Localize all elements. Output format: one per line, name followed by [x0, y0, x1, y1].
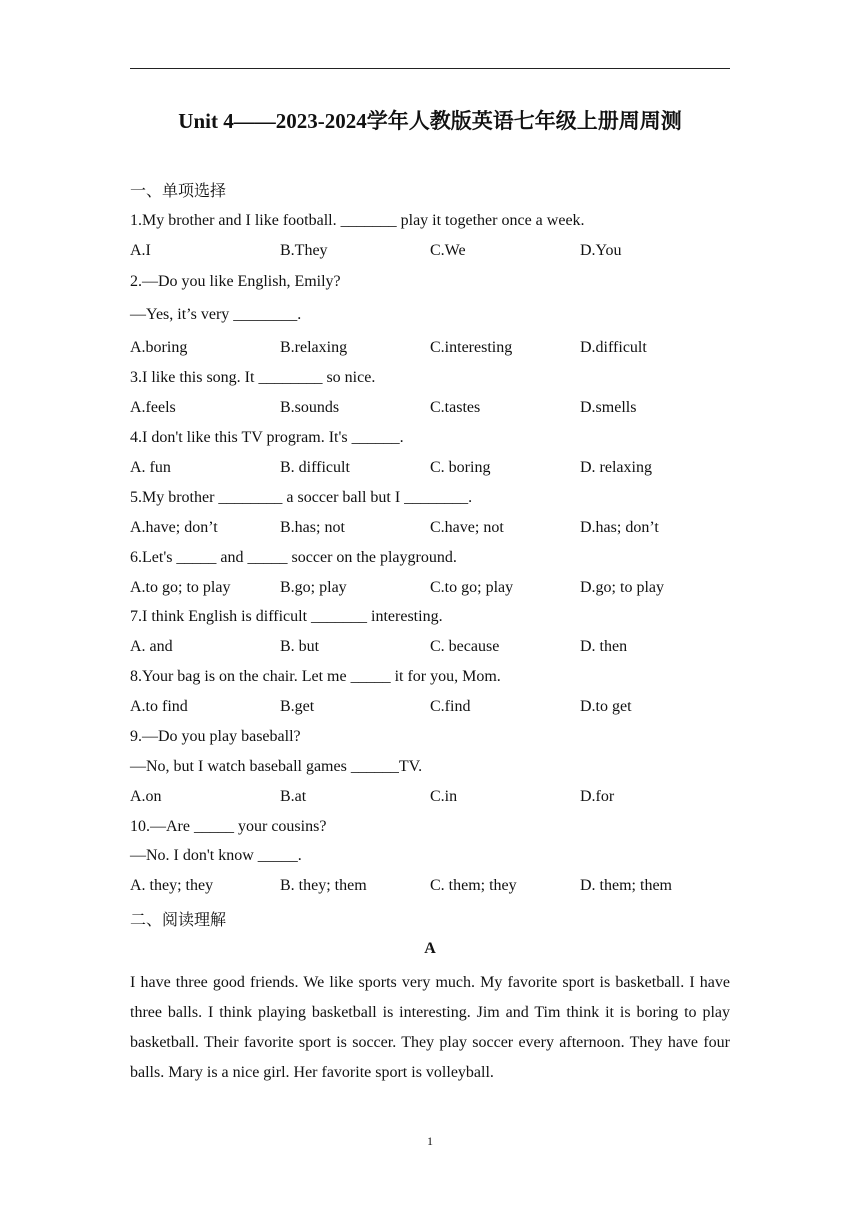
options-2 [130, 339, 730, 361]
option: B.They [280, 242, 328, 259]
option: C.interesting [430, 339, 513, 356]
option: A.to go; to play [130, 579, 231, 596]
question-3: 3.I like this song. It ________ so nice. [130, 369, 376, 386]
option: B.at [280, 788, 307, 805]
options-10 [130, 877, 730, 899]
option: A.feels [130, 399, 176, 416]
option: D.You [580, 242, 622, 259]
option: B.get [280, 698, 315, 715]
option: C. boring [430, 459, 491, 476]
header-rule [130, 68, 730, 69]
option: D.go; to play [580, 579, 664, 596]
section-heading-reading: 二、阅读理解 [130, 912, 227, 929]
option: A. fun [130, 459, 171, 476]
section-heading-choice: 一、单项选择 [130, 183, 227, 200]
question-2-reply: —Yes, it’s very ________. [130, 306, 302, 323]
option: D. relaxing [580, 459, 652, 476]
option: D.difficult [580, 339, 647, 356]
option: C.find [430, 698, 471, 715]
option: B. but [280, 638, 320, 655]
question-7: 7.I think English is difficult _______ interesting. [130, 608, 443, 625]
option: C.have; not [430, 519, 504, 536]
question-1: 1.My brother and I like football. _______ play it together once a week. [130, 212, 585, 229]
question-2: 2.—Do you like English, Emily? [130, 273, 341, 290]
option: B.go; play [280, 579, 347, 596]
question-10: 10.—Are _____ your cousins? [130, 818, 327, 835]
option: C.to go; play [430, 579, 514, 596]
question-6: 6.Let's _____ and _____ soccer on the playground. [130, 549, 457, 566]
passage-title: A [424, 940, 436, 957]
options-1 [130, 242, 730, 264]
option: A.I [130, 242, 151, 259]
reading-passage: I have three good friends. We like sports very much. My favorite sport is basketball. I have three balls. I think playing basketball is interesting. Jim and Tim think it is boring to play basketball. Their favorite sport is soccer. They play soccer every afternoon. They have four balls. Mary is a nice girl. Her favorite sport is volleyball. [130, 974, 730, 1081]
question-8: 8.Your bag is on the chair. Let me _____ it for you, Mom. [130, 668, 501, 685]
option: D.has; don’t [580, 519, 659, 536]
option: B.relaxing [280, 339, 348, 356]
option: B.sounds [280, 399, 340, 416]
option: A. and [130, 638, 173, 655]
option: D. then [580, 638, 628, 655]
question-4: 4.I don't like this TV program. It's ______. [130, 429, 404, 446]
option: B. they; them [280, 877, 367, 894]
options-3 [130, 399, 730, 421]
options-5 [130, 519, 730, 541]
options-7 [130, 638, 730, 660]
page-number: 1 [427, 1134, 433, 1148]
document-title: Unit 4——2023-2024学年人教版英语七年级上册周周测 [178, 109, 682, 133]
option: A.to find [130, 698, 188, 715]
option: A.boring [130, 339, 188, 356]
options-6 [130, 579, 730, 601]
option: A.on [130, 788, 162, 805]
options-4 [130, 459, 730, 481]
option: C. because [430, 638, 500, 655]
question-9: 9.—Do you play baseball? [130, 728, 301, 745]
question-10-reply: —No. I don't know _____. [130, 847, 302, 864]
option: C.tastes [430, 399, 481, 416]
option: B.has; not [280, 519, 345, 536]
option: C.We [430, 242, 466, 259]
option: D.to get [580, 698, 632, 715]
option: B. difficult [280, 459, 350, 476]
option: D.for [580, 788, 615, 805]
option: D.smells [580, 399, 637, 416]
option: D. them; them [580, 877, 672, 894]
option: A.have; don’t [130, 519, 218, 536]
options-8 [130, 698, 730, 720]
option: C. them; they [430, 877, 517, 894]
question-5: 5.My brother ________ a soccer ball but I ________. [130, 489, 473, 506]
options-9 [130, 788, 730, 810]
question-9-reply: —No, but I watch baseball games ______TV. [130, 758, 423, 775]
option: C.in [430, 788, 458, 805]
option: A. they; they [130, 877, 214, 894]
